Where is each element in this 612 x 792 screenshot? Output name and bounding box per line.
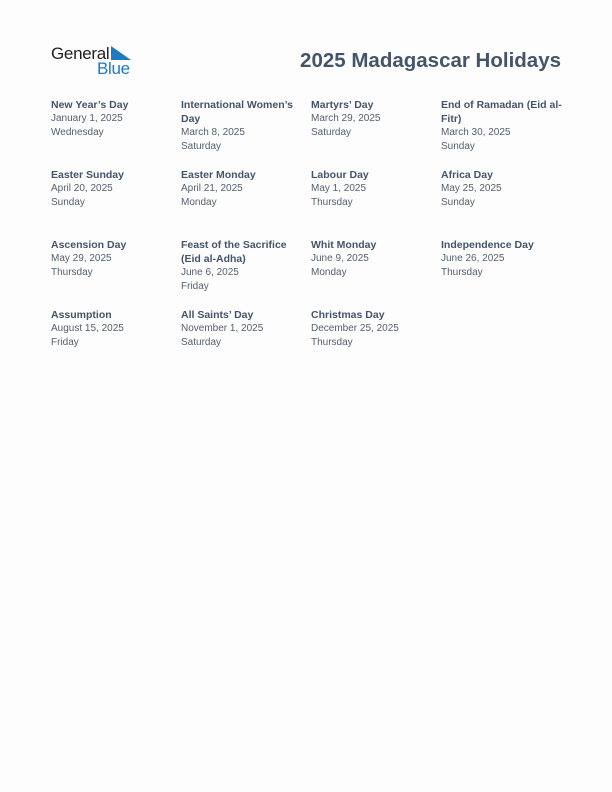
holiday-entry bbox=[441, 168, 571, 238]
holiday-name: Feast of the Sacrifice (Eid al-Adha) bbox=[181, 239, 287, 265]
holiday-name: Labour Day bbox=[311, 169, 369, 181]
holiday-entry bbox=[181, 168, 311, 238]
logo-text-blue: Blue bbox=[97, 59, 130, 78]
holiday-grid bbox=[51, 98, 571, 378]
logo-triangle-icon bbox=[111, 46, 131, 60]
holiday-date: April 21, 2025 bbox=[181, 183, 243, 194]
holiday-weekday: Monday bbox=[181, 197, 217, 208]
holiday-date: November 1, 2025 bbox=[181, 323, 264, 334]
holiday-entry bbox=[181, 238, 311, 308]
holiday-name: Easter Sunday bbox=[51, 169, 124, 181]
holiday-weekday: Monday bbox=[311, 267, 347, 278]
holiday-entry bbox=[51, 308, 181, 378]
generalblue-logo bbox=[51, 44, 141, 78]
holiday-weekday: Wednesday bbox=[51, 127, 104, 138]
holiday-date: May 29, 2025 bbox=[51, 253, 112, 264]
holiday-name: Whit Monday bbox=[311, 239, 377, 251]
holiday-weekday: Saturday bbox=[311, 127, 352, 138]
holiday-date: March 30, 2025 bbox=[441, 127, 511, 138]
holiday-date: June 6, 2025 bbox=[181, 267, 239, 278]
page-title: 2025 Madagascar Holidays bbox=[300, 49, 561, 72]
holiday-name: Independence Day bbox=[441, 239, 534, 251]
holiday-weekday: Thursday bbox=[311, 197, 353, 208]
holiday-weekday: Sunday bbox=[441, 141, 475, 152]
holiday-date: January 1, 2025 bbox=[51, 113, 123, 124]
holiday-date: June 26, 2025 bbox=[441, 253, 505, 264]
holiday-date: April 20, 2025 bbox=[51, 183, 113, 194]
holiday-name: Easter Monday bbox=[181, 169, 256, 181]
holiday-entry bbox=[441, 98, 571, 168]
holiday-weekday: Friday bbox=[51, 337, 79, 348]
holiday-name: International Women’s Day bbox=[181, 99, 294, 125]
holiday-name: Christmas Day bbox=[311, 309, 385, 321]
holiday-date: December 25, 2025 bbox=[311, 323, 399, 334]
logo-text-general: General bbox=[51, 44, 110, 63]
holiday-entry bbox=[181, 308, 311, 378]
holiday-entry bbox=[51, 168, 181, 238]
holiday-weekday: Sunday bbox=[51, 197, 85, 208]
holiday-date: May 1, 2025 bbox=[311, 183, 367, 194]
holiday-name: End of Ramadan (Eid al-Fitr) bbox=[441, 99, 562, 125]
holiday-entry bbox=[311, 308, 441, 378]
holiday-date: March 8, 2025 bbox=[181, 127, 245, 138]
holiday-entry bbox=[311, 238, 441, 308]
holiday-name: All Saints’ Day bbox=[181, 309, 254, 321]
holiday-weekday: Thursday bbox=[311, 337, 353, 348]
holiday-entry bbox=[311, 168, 441, 238]
holiday-date: March 29, 2025 bbox=[311, 113, 381, 124]
holiday-date: June 9, 2025 bbox=[311, 253, 369, 264]
holiday-weekday: Friday bbox=[181, 281, 209, 292]
holiday-name: Martyrs’ Day bbox=[311, 99, 374, 111]
holiday-weekday: Sunday bbox=[441, 197, 475, 208]
holiday-entry bbox=[311, 98, 441, 168]
holiday-name: New Year’s Day bbox=[51, 99, 129, 111]
holiday-weekday: Saturday bbox=[181, 141, 222, 152]
holiday-entry bbox=[181, 98, 311, 168]
holiday-date: May 25, 2025 bbox=[441, 183, 502, 194]
holiday-entry bbox=[51, 238, 181, 308]
holiday-name: Africa Day bbox=[441, 169, 493, 181]
holiday-entry bbox=[441, 238, 571, 308]
holiday-name: Ascension Day bbox=[51, 239, 127, 251]
holiday-weekday: Thursday bbox=[51, 267, 93, 278]
holiday-date: August 15, 2025 bbox=[51, 323, 124, 334]
holiday-weekday: Saturday bbox=[181, 337, 222, 348]
holiday-name: Assumption bbox=[51, 309, 112, 321]
holiday-entry bbox=[51, 98, 181, 168]
holiday-weekday: Thursday bbox=[441, 267, 483, 278]
